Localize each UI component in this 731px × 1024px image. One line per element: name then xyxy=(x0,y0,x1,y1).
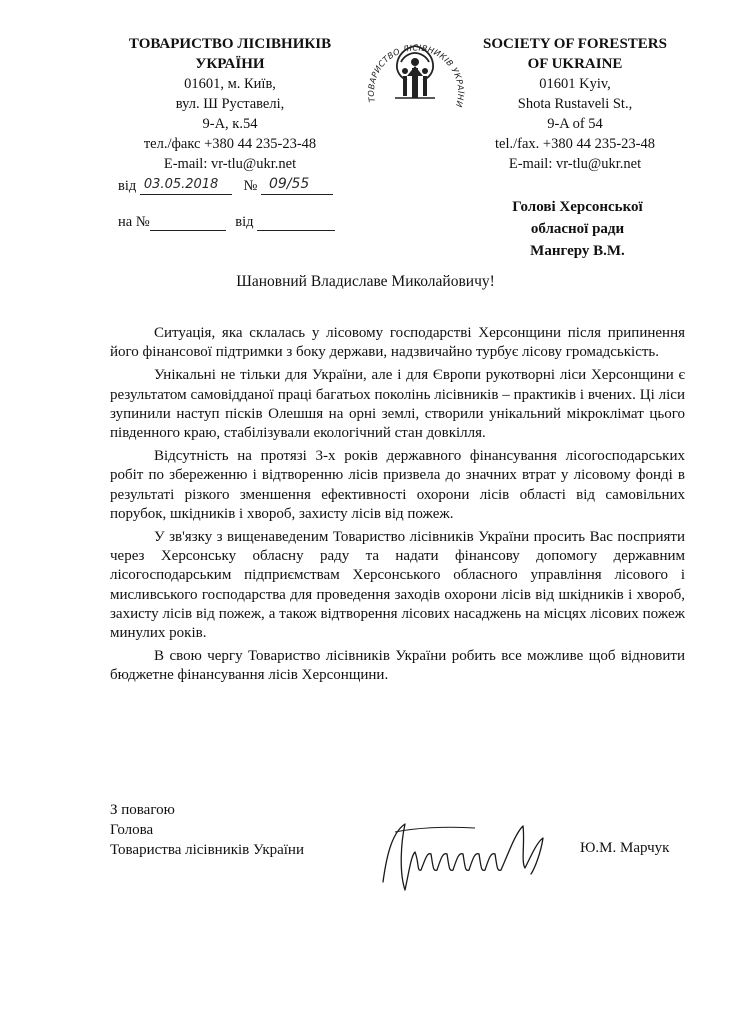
letterhead-left xyxy=(95,34,365,174)
letter-body xyxy=(110,324,685,690)
handwritten-signature xyxy=(375,812,575,902)
paragraph: У зв'язку з вищенаведеним Товариство лісівників України просить Вас посприяти через Херсонську обласну раду та надати фінансову допомогу державним лісогосподарським підприємствам Херсонського обласного управління лісового і мисливського господарства для проведення заходів охорони лісів від шкідників і хвороб, захисту лісів від пожеж, а також відтворення лісових насаджень на місцях лісових пожеж минулих років. xyxy=(110,529,685,642)
address-line3: 9-А, к.54 xyxy=(202,116,258,132)
addressee-line2: обласної ради xyxy=(530,221,625,237)
paragraph: Ситуація, яка склалась у лісовому господарстві Херсонщини після припинення його фінансової підтримки з боку держави, надзвичайно турбує лісову громадськість. xyxy=(110,325,685,361)
addressee-line1: Голові Херсонської xyxy=(512,199,643,215)
reply-from-label: від xyxy=(235,214,254,230)
paragraph: Відсутність на протязі 3-х років державного фінансування лісогосподарських робіт по збереженню і відтворенню лісів призвела до значних втрат у лісовому фонді в результаті різкого зменшення ефективності охорони лісів області від самовільних порубок, шкідників і хвороб, захисту лісів від пожеж. xyxy=(110,448,685,522)
org-name-en-line2: OF UKRAINE xyxy=(527,56,623,72)
address-line2: вул. Ш Руставелі, xyxy=(175,96,285,112)
date-handwritten: 03.05.2018 xyxy=(143,177,219,192)
paragraph: В свою чергу Товариство лісівників України робить все можливе щоб відновити бюджетне фінансування лісів Херсонщини. xyxy=(110,648,685,684)
email-en: E-mail: vr-tlu@ukr.net xyxy=(508,156,642,172)
date-field xyxy=(140,177,232,195)
reply-number-blank xyxy=(150,216,226,231)
paragraph: Унікальні не тільки для України, але і для Європи рукотворні ліси Херсонщини є результатом самовідданої праці багатьох поколінь лісівників – практиків і вчених. Ці ліси зупинили наступ пісків Олешшя на орні землі, створили унікальний мікроклімат цього південного краю, стабілізували екологічний стан довкілля. xyxy=(110,367,685,442)
closing-title: Голова xyxy=(110,822,154,838)
closing-block xyxy=(110,800,304,860)
closing-regards: З повагою xyxy=(110,802,175,818)
letterhead-right xyxy=(455,34,695,174)
address-en-line1: 01601 Kyiv, xyxy=(539,76,611,92)
org-name-line1: ТОВАРИСТВО ЛІСІВНИКІВ xyxy=(128,36,332,52)
from-label: від xyxy=(118,178,137,194)
email: E-mail: vr-tlu@ukr.net xyxy=(163,156,297,172)
phone: тел./факс +380 44 235-23-48 xyxy=(143,136,317,152)
foresters-tree-logo-icon xyxy=(365,18,465,130)
address-line1: 01601, м. Київ, xyxy=(184,76,276,92)
closing-organization: Товариства лісівників України xyxy=(110,842,304,858)
address-en-line3: 9-A of 54 xyxy=(547,116,603,132)
reply-date-blank xyxy=(257,216,335,231)
logo-arc-text: ТОВАРИСТВО ЛІСІВНИКІВ УКРА НИ xyxy=(365,42,465,109)
reply-number-label: на № xyxy=(118,214,150,230)
phone-en: tel./fax. +380 44 235-23-48 xyxy=(495,136,655,152)
outgoing-reference xyxy=(118,178,333,195)
reply-reference xyxy=(118,214,335,231)
salutation: Шановний Владиславе Миколайовичу! xyxy=(236,273,495,290)
address-en-line2: Shota Rustaveli St., xyxy=(517,96,633,112)
addressee xyxy=(470,196,685,262)
number-handwritten: 09/55 xyxy=(268,176,310,192)
signer-name: Ю.М. Марчук xyxy=(580,840,670,856)
org-name-line2: УКРАЇНИ xyxy=(195,56,265,72)
number-field xyxy=(261,176,333,195)
addressee-line3: Мангеру В.М. xyxy=(530,243,625,259)
org-name-en-line1: SOCIETY OF FORESTERS xyxy=(483,36,667,52)
number-label: № xyxy=(243,178,258,194)
